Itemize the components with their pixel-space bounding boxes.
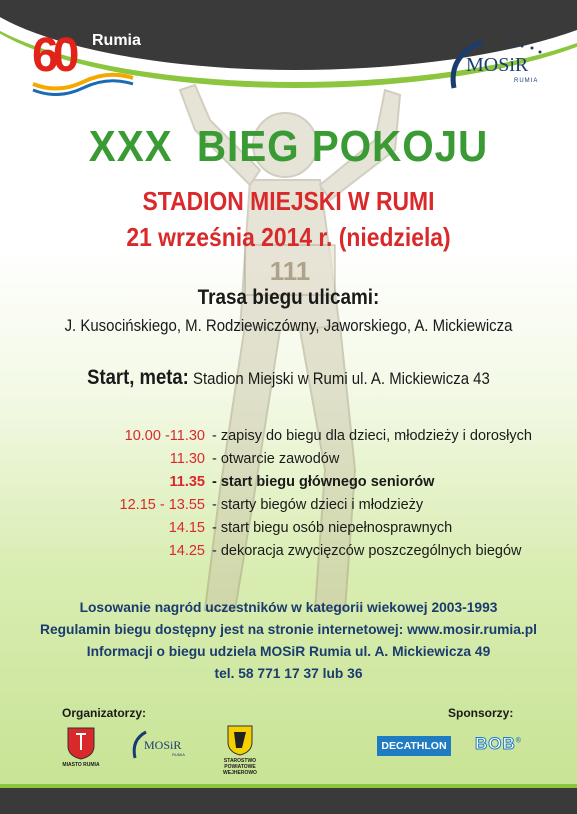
start-finish [35,366,543,390]
schedule-desc: - start biegu osób niepełnosprawnych [212,520,453,536]
schedule-time: 14.15 [168,520,205,536]
info-line: Regulamin biegu dostępny jest na stronie internetowej: www.mosir.rumia.pl [39,622,538,637]
logo-60-city: Rumia [92,32,141,49]
bottom-bar [0,788,577,814]
miasto-rumia-logo [56,726,106,770]
mosir-name: MOSiR [466,54,529,76]
schedule-desc: - otwarcie zawodów [212,451,340,467]
wave-icon [28,66,138,96]
schedule-row [40,520,560,543]
schedule-time: 11.35 [169,474,205,490]
route-streets: J. Kusocińskiego, M. Rodziewiczówny, Jaworskiego, A. Mickiewicza [64,316,513,335]
org-miasto-label: MIASTO RUMIA [62,762,100,768]
schedule-time: 12.15 - 13.55 [119,497,205,513]
logo-60-unit: lat [106,56,118,68]
schedule-time: 11.30 [169,451,205,467]
sponsors-label: Sponsorzy: [448,706,514,720]
org-starostwo-label: STAROSTWO POWIATOWE WEJHEROWO [223,758,257,776]
schedule-desc: - zapisy do biegu dla dzieci, młodzieży i dorosłych [212,428,532,444]
schedule-desc: - dekoracja zwycięzców poszczególnych biegów [212,543,522,559]
mosir-logo [440,38,550,94]
schedule [40,428,560,566]
schedule-desc: - start biegu głównego seniorów [212,474,435,490]
start-label: Start, meta: [87,366,189,389]
org-mosir-sub: RUMIA [172,752,185,757]
schedule-desc: - starty biegów dzieci i młodzieży [212,497,424,513]
schedule-row [40,474,560,497]
schedule-time: 10.00 -11.30 [124,428,205,444]
schedule-row [40,451,560,474]
logo-60-number: 60 [32,29,74,82]
griffin-crest-icon [210,724,270,756]
schedule-time: 14.25 [168,543,205,559]
route-heading: Trasa biegu ulicami: [197,286,380,309]
event-date: 21 września 2014 r. (niedziela) [126,222,451,252]
bob-logo-text: BOB [475,734,516,753]
starostwo-logo [210,724,270,774]
start-place: Stadion Miejski w Rumi ul. A. Mickiewicza 43 [193,369,490,388]
mosir-organizer-logo [128,730,192,762]
bib-number: 111 [269,256,311,286]
bob-logo [475,734,522,754]
info-line: tel. 58 771 17 37 lub 36 [214,666,363,681]
rumia-60-logo [28,28,141,98]
info-line: Informacji o biegu udziela MOSiR Rumia ul. A. Mickiewicza 49 [86,644,491,659]
organizers-label: Organizatorzy: [62,706,147,720]
org-mosir-name: MOSiR [144,738,182,752]
schedule-row [40,428,560,451]
info-line: Losowanie nagród uczestników w kategorii wiekowej 2003-1993 [79,600,498,615]
schedule-row [40,543,560,566]
venue-subtitle: STADION MIEJSKI W RUMI [142,186,435,216]
mosir-sub: RUMIA [514,78,539,84]
schedule-row [40,497,560,520]
bob-registered-mark: ® [515,737,522,745]
rumia-crest-icon [56,726,106,760]
decathlon-logo: DECATHLON [377,736,451,756]
poster-title: XXX BIEG POKOJU [88,122,489,171]
